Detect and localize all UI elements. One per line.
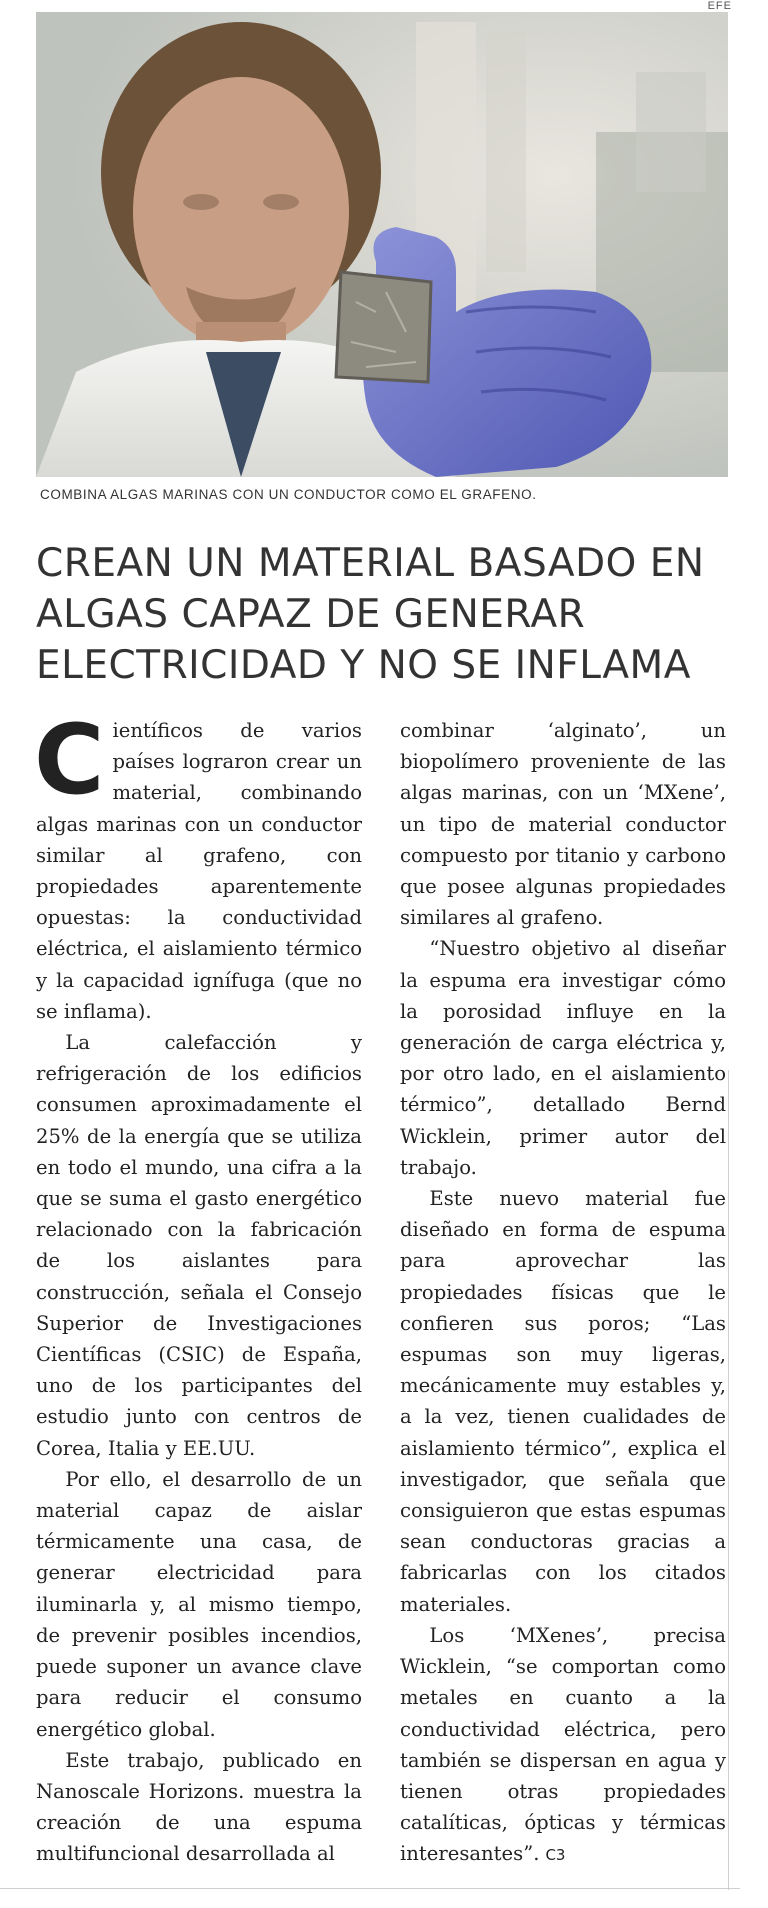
paragraph-intro <box>34 704 362 1027</box>
paragraph: “Nuestro objetivo al diseñar la espuma era investigar cómo la porosidad influye en la generación de carga eléctrica y, por otro lado, en el aislamiento térmico”, detallado Bernd Wicklein, primer autor del trabajo. <box>400 937 726 1179</box>
photo-credit: EFE <box>707 0 732 12</box>
paragraph: Este nuevo material fue diseñado en forma de espuma para aprovechar las propiedades físicas que le confieren sus poros; “Las espumas son muy ligeras, mecánicamente muy estables y, a la vez, tienen cualidades de aislamiento térmico”, explica el investigador, que señala que consiguieron que estas espumas sean conductoras gracias a fabricarlas con los citados materiales. <box>400 1187 726 1616</box>
drop-cap: C <box>34 704 105 816</box>
researcher-holding-sample-illustration <box>36 12 728 477</box>
paragraph: La calefacción y refrigeración de los edificios consumen aproximadamente el 25% de la energía que se utiliza en todo el mundo, una cifra a la que se suma el gasto energético relacionado con la fabricación de los aislantes para construcción, señala el Consejo Superior de Investigaciones Científicas (CSIC) de España, uno de los participantes del estudio junto con centros de Corea, Italia y EE.UU. <box>36 1031 362 1460</box>
paragraph: Este trabajo, publicado en Nanoscale Horizons. muestra la creación de una espuma multifuncional desarrollada al <box>36 1748 362 1866</box>
paragraph <box>400 1620 726 1872</box>
article-headline: CREAN UN MATERIAL BASADO EN ALGAS CAPAZ DE GENERAR ELECTRICIDAD Y NO SE INFLAMA <box>36 541 705 688</box>
paragraph-intro-text: ientíficos de varios países lograron crear un material, combinando algas marinas con un conductor similar al grafeno, con propiedades aparentemente opuestas: la conductividad eléctrica, el aislamiento térmico y la capacidad ignífuga (que no se inflama). <box>36 719 362 1023</box>
end-of-article-mark: C3 <box>545 1846 566 1865</box>
paragraph-final-text: Los ‘MXenes’, precisa Wicklein, “se comportan como metales en cuanto a la conductividad eléctrica, pero también se dispersan en agua y tienen otras propiedades catalíticas, ópticas y térmicas interesantes”. <box>400 1623 726 1866</box>
article-column-right <box>400 715 726 1872</box>
page-bottom-line <box>0 1888 740 1889</box>
paragraph: Por ello, el desarrollo de un material capaz de aislar térmicamente una casa, de generar electricidad para iluminarla y, al mismo tiempo, de prevenir posibles incendios, puede suponer un avance clave para reducir el consumo energético global. <box>36 1467 362 1741</box>
paragraph-continued: combinar ‘alginato’, un biopolímero proveniente de las algas marinas, con un ‘MXene’, un tipo de material conductor compuesto por titanio y carbono que posee algunas propiedades similares al grafeno. <box>400 719 726 930</box>
page-frame-line <box>728 1070 729 1890</box>
article-photo <box>36 12 728 477</box>
article-column-left <box>34 704 362 1870</box>
photo-caption: COMBINA ALGAS MARINAS CON UN CONDUCTOR COMO EL GRAFENO. <box>40 487 537 502</box>
